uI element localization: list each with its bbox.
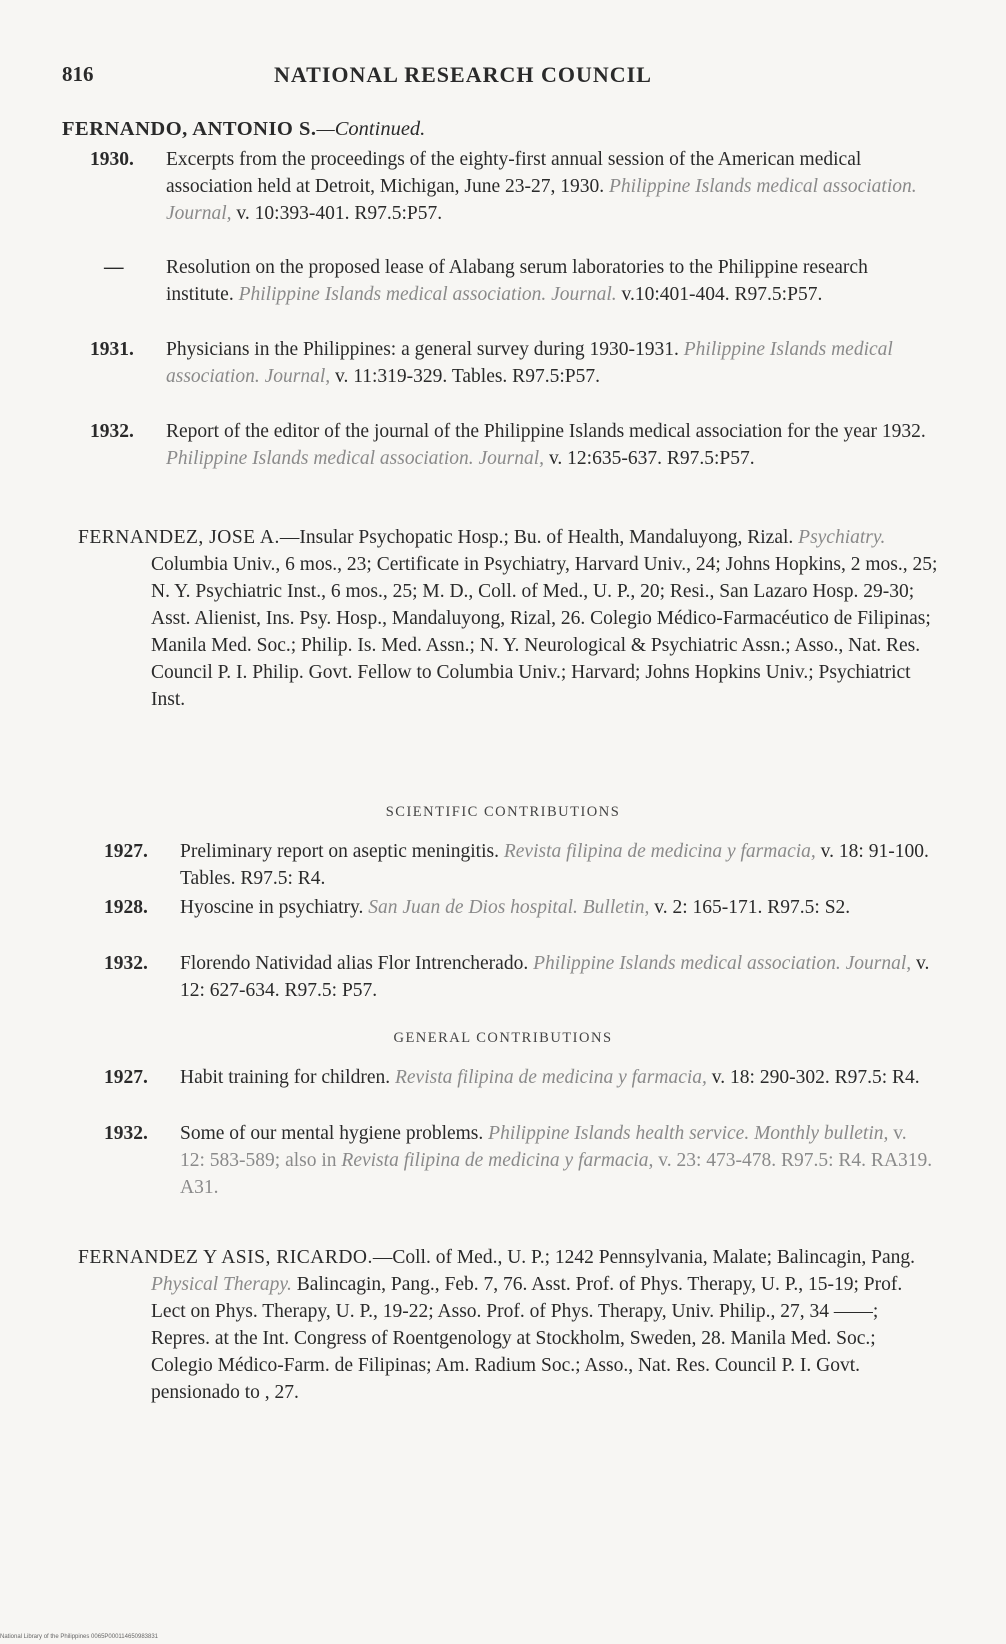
item-source: Revista filipina de medicina y farmacia, — [394, 1067, 707, 1088]
item-text — [180, 838, 934, 892]
bio-text: Balincagin, Pang., Feb. 7, 76. Asst. Prof. of Phys. Therapy, U. P., 15-19; Prof. Lect on Phys. Therapy, U. P., 19-22; Asso. Prof. of Phys. Therapy, Univ. Philip., 27, 34 ——; Repres. at the Int. Congress of Roentgenology at Stockholm, Sweden, 28. Manila Med. Soc.; Colegio Médico-Farm. de Filipinas; Am. Radium Soc.; Asso., Nat. Res. Council P. I. Govt. pensionado to , 27. — [151, 1274, 903, 1403]
item-ref: v. 11:319-329. Tables. R97.5:P57. — [330, 366, 600, 387]
item-ref: v. 12: 583-589; also in — [180, 1123, 907, 1171]
item-ref: v. 12:635-637. R97.5:P57. — [544, 448, 755, 469]
page-header — [62, 62, 942, 94]
item-year: 1931. — [90, 339, 134, 360]
item-year: 1932. — [90, 421, 134, 442]
item-source: Philippine Islands medical association. Journal, — [166, 339, 893, 387]
entry-fernandez-jose — [78, 524, 938, 713]
item-year: 1927. — [104, 841, 148, 862]
item-year: 1927. — [104, 1067, 148, 1088]
entry-continued: —Continued. — [316, 118, 426, 140]
item-source: Philippine Islands medical association. Journal, — [533, 953, 912, 974]
item-source: Revista filipina de medicina y farmacia, — [341, 1150, 654, 1171]
item-title: Hyoscine in psychiatry. — [180, 897, 369, 918]
entry-name: FERNANDEZ Y ASIS, RICARDO. — [78, 1247, 373, 1268]
entry-name: FERNANDO, ANTONIO S. — [62, 118, 317, 140]
item-title: Some of our mental hygiene problems. — [180, 1123, 489, 1144]
item-ref: v. 12: 627-634. R97.5: P57. — [180, 953, 930, 1001]
item-year: 1932. — [104, 953, 148, 974]
item-ref: v. 2: 165-171. R97.5: S2. — [649, 897, 851, 918]
item-year: 1928. — [104, 897, 148, 918]
item-year: 1932. — [104, 1123, 148, 1144]
section-heading-scientific: SCIENTIFIC CONTRIBUTIONS — [385, 804, 621, 820]
bio-text: —Coll. of Med., U. P.; 1242 Pennsylvania, Malate; Balincagin, Pang. — [372, 1247, 916, 1268]
section-heading-general: GENERAL CONTRIBUTIONS — [393, 1030, 613, 1046]
item-ref: v. 18: 91-100. Tables. R97.5: R4. — [180, 841, 929, 889]
item-text — [180, 894, 934, 921]
item-source: Philippine Islands medical association. Journal, — [166, 448, 545, 469]
bio-text: —Insular Psychopatic Hosp.; Bu. of Health, Mandaluyong, Rizal. — [279, 527, 799, 548]
entry-fernandez-y-asis — [78, 1244, 938, 1406]
item-ref: v. 23: 473-478. R97.5: R4. RA319. A31. — [180, 1150, 933, 1198]
item-text — [180, 950, 934, 1004]
entry-heading-fernando — [62, 118, 425, 141]
item-title: Florendo Natividad alias Flor Intrencherado. — [180, 953, 534, 974]
item-text — [166, 336, 926, 390]
item-title: Excerpts from the proceedings of the eighty-first annual session of the American medical association held at Detroit, Michigan, June 23-27, 1930. — [166, 149, 862, 197]
item-title: Physicians in the Philippines: a general survey during 1930-1931. — [166, 339, 684, 360]
item-title: Resolution on the proposed lease of Alabang serum laboratories to the Philippine research institute. — [166, 257, 868, 305]
item-ref: v. 18: 290-302. R97.5: R4. — [706, 1067, 920, 1088]
bio-field: Psychiatry. — [798, 527, 886, 548]
entry-biography — [78, 524, 938, 713]
entry-name: FERNANDEZ, JOSE A. — [78, 527, 280, 548]
item-text — [180, 1120, 934, 1201]
item-source: San Juan de Dios hospital. Bulletin, — [368, 897, 650, 918]
item-source: Philippine Islands medical association. Journal, — [166, 176, 917, 224]
item-title: Preliminary report on aseptic meningitis. — [180, 841, 504, 862]
item-year: — — [104, 257, 124, 278]
item-title: Report of the editor of the journal of the Philippine Islands medical association for the year 1932. — [166, 421, 926, 442]
item-text — [166, 146, 926, 227]
item-title: Habit training for children. — [180, 1067, 395, 1088]
item-text — [166, 418, 926, 472]
page-footer: National Library of the Philippines 0065P000114650983831 — [0, 1634, 159, 1640]
running-title: NATIONAL RESEARCH COUNCIL — [274, 62, 652, 87]
bio-field: Physical Therapy. — [151, 1274, 292, 1295]
bio-text: Columbia Univ., 6 mos., 23; Certificate in Psychiatry, Harvard Univ., 24; Johns Hopkins, 2 mos., 25; N. Y. Psychiatric Inst., 6 mos., 25; M. D., Coll. of Med., U. P., 20; Resi., San Lazaro Hosp. 29-30; Asst. Alienist, Ins. Psy. Hosp., Mandaluyong, Rizal, 26. Colegio Médico-Farmacéutico de Filipinas; Manila Med. Soc.; Philip. Is. Med. Assn.; N. Y. Neurological & Psychiatric Assn.; Asso., Nat. Res. Council P. I. Philip. Govt. Fellow to Columbia Univ.; Harvard; Johns Hopkins Univ.; Psychiatrict Inst. — [151, 554, 938, 710]
item-text — [166, 254, 926, 308]
page-number: 816 — [62, 62, 94, 86]
item-text — [180, 1064, 934, 1091]
item-year: 1930. — [90, 149, 134, 170]
item-ref: v. 10:393-401. R97.5:P57. — [231, 203, 443, 224]
entry-biography — [78, 1244, 938, 1406]
item-source: Revista filipina de medicina y farmacia, — [503, 841, 816, 862]
item-source: Philippine Islands health service. Monthly bulletin, — [488, 1123, 889, 1144]
item-source: Philippine Islands medical association. Journal. — [238, 284, 617, 305]
item-ref: v.10:401-404. R97.5:P57. — [616, 284, 823, 305]
